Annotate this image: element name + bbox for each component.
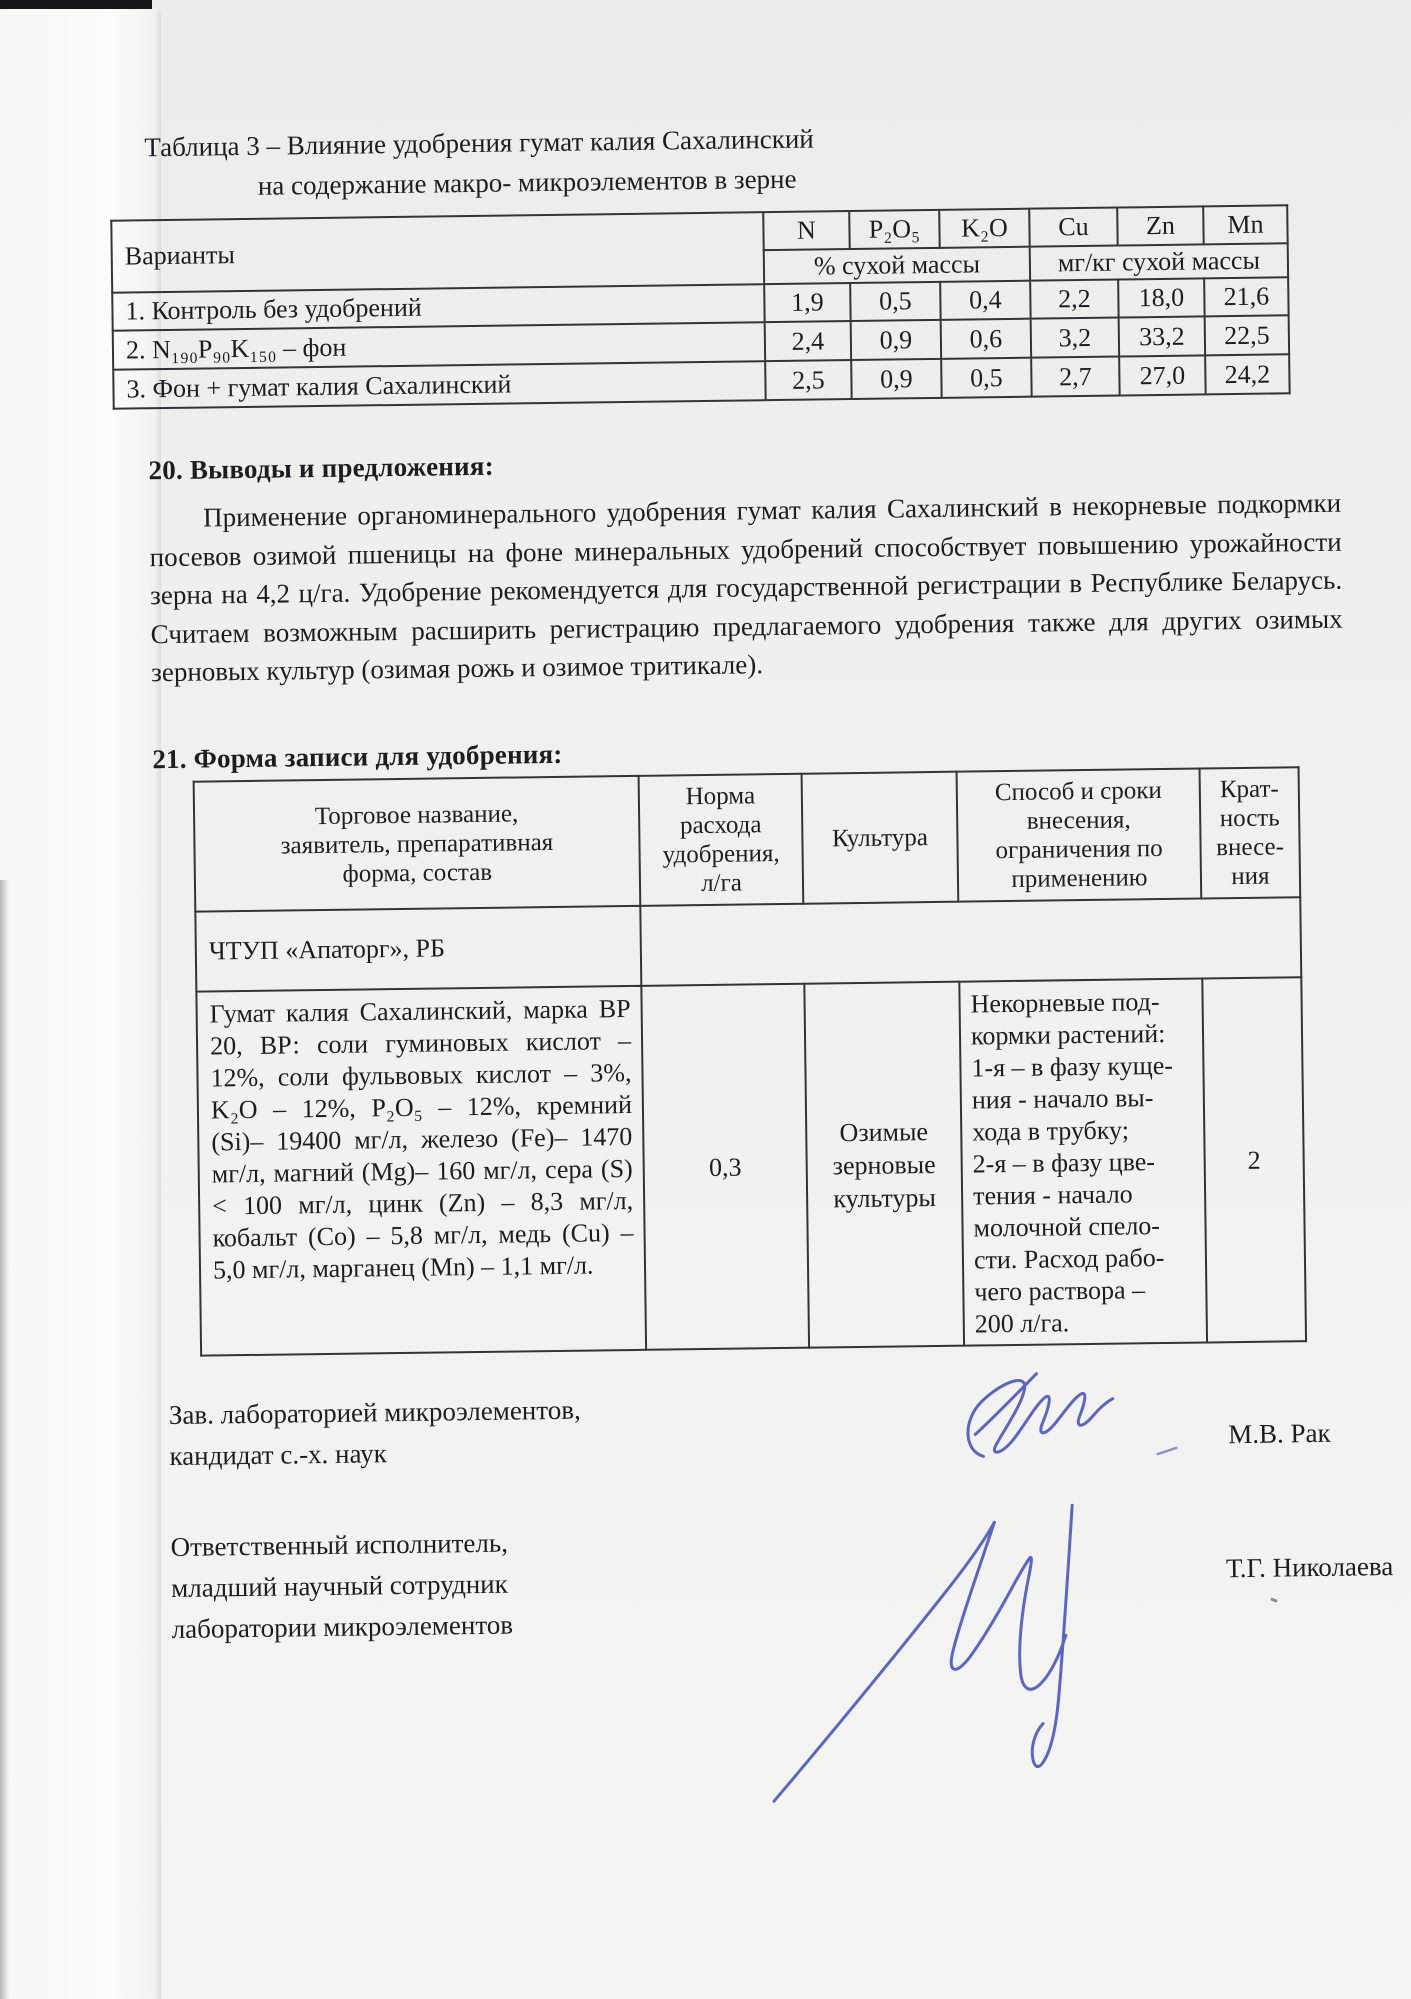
- value-cell: 2,2: [1030, 280, 1118, 319]
- header-cell-p2o5: P₂O₅: [849, 210, 939, 249]
- value-cell: 3,2: [1031, 318, 1120, 358]
- signature-stroke-group: [967, 1372, 1176, 1457]
- section20-paragraph: Применение органоминерального удобрения гумат калия Сахалинский в некорневые подкормки посевов озимой пшеницы на фоне минеральных удобрений способствует повышению урожайности зерна на 4,2 ц/га. Удобрение рекомендуется для государственной регистрации в Республике Беларусь. Считаем возможным расширить регистрацию предлагаемого удобрения также для других озимых зерновых культур (озимая рожь и озимое тритикале).: [149, 487, 1343, 688]
- signer-name: М.В. Рак: [1228, 1417, 1331, 1450]
- fertilizer-form-table: [193, 766, 1307, 1356]
- value-cell: 0,5: [850, 282, 940, 321]
- product-row: [196, 977, 1306, 1355]
- signer-role: Зав. лабораторией микроэлементов, кандидат с.-х. наук: [168, 1394, 581, 1472]
- unit-cell-mgkg: мг/кг сухой массы: [1030, 243, 1288, 280]
- variants-header-cell: Варианты: [111, 212, 764, 293]
- header-cell-method: Способ и сроки внесения, ограничения по применению: [957, 769, 1202, 902]
- header-cell-cu: Cu: [1029, 208, 1117, 247]
- value-cell: 0,5: [941, 358, 1032, 398]
- value-cell: 2,5: [765, 360, 852, 400]
- header-cell-n: N: [763, 211, 849, 250]
- row-label-cell: 3. Фон + гумат калия Сахалинский: [113, 361, 765, 409]
- value-cell: 2,4: [765, 321, 852, 361]
- section20-heading: 20. Выводы и предложения:: [148, 450, 494, 486]
- applicant-cell: ЧТУП «Апаторг», РБ: [195, 906, 641, 992]
- header-cell-culture: Культура: [802, 772, 959, 904]
- header-cell-trade-name: Торговое название, заявитель, препаративная форма, состав: [194, 776, 641, 912]
- header-cell-mn: Mn: [1203, 205, 1287, 244]
- value-cell: 0,9: [851, 320, 942, 360]
- value-cell: 2,7: [1031, 357, 1120, 397]
- frequency-cell: 2: [1202, 977, 1306, 1342]
- form-table-header-row: [194, 767, 1301, 911]
- signer-name: Т.Г. Николаева: [1225, 1551, 1394, 1584]
- composition-cell: Гумат калия Сахалинский, марка ВР 20, ВР: соли гуминовых кислот – 12%, соли фульвовых кислот – 3%, K₂O – 12%, P₂O₅ – 12%, кремний (Si)– 19400 мг/л, железо (Fe)– 1470 мг/л, магний (Mg)– 160 мг/л, сера (S) < 100 мг/л, цинк (Zn) – 8,3 мг/л, кобальт (Co) – 5,8 мг/л, медь (Cu) – 5,0 мг/л, марганец (Mn) – 1,1 мг/л.: [196, 986, 646, 1356]
- header-cell-zn: Zn: [1117, 206, 1203, 245]
- value-cell: 24,2: [1205, 354, 1290, 394]
- value-cell: 0,6: [941, 319, 1032, 359]
- table3-caption-line1: Таблица 3 – Влияние удобрения гумат калия Сахалинский: [144, 123, 814, 163]
- value-cell: 33,2: [1119, 316, 1206, 356]
- row-label-cell: 1. Контроль без удобрений: [112, 284, 764, 331]
- value-cell: 1,9: [764, 283, 850, 322]
- signature-nikolaeva-ink: [742, 1486, 1146, 1821]
- header-cell-k2o: K₂O: [939, 209, 1029, 248]
- signature-stroke-group: [770, 1505, 1076, 1801]
- row-label-cell: 2. N₁₉₀P₉₀K₁₅₀ – фон: [113, 322, 765, 370]
- section21-heading: 21. Форма записи для удобрения:: [152, 738, 563, 775]
- stray-ink-mark: [1270, 1597, 1278, 1603]
- table3: [110, 204, 1290, 409]
- value-cell: 22,5: [1205, 315, 1290, 355]
- applicant-empty-cell: [640, 897, 1301, 986]
- value-cell: 18,0: [1118, 278, 1204, 317]
- header-cell-rate: Норма расхода удобрения, л/га: [639, 774, 804, 906]
- table3-caption-line2: на содержание макро- микроэлементов в зерне: [257, 163, 797, 201]
- value-cell: 0,4: [940, 281, 1030, 320]
- signature-rak-ink: [960, 1356, 1202, 1484]
- culture-cell: Озимые зерновые культуры: [804, 982, 964, 1348]
- header-cell-frequency: Крат- ность внесе- ния: [1200, 767, 1301, 898]
- rate-cell: 0,3: [641, 984, 809, 1350]
- method-cell: Некорневые под- кормки растений: 1-я – в фазу куще- ния - начало вы- хода в трубку; 2-я – в фазу цве- тения - начало молочной спело- сти. Расход рабо- чего раствора – 200 л/га.: [959, 978, 1207, 1345]
- unit-cell-percent: % сухой массы: [764, 247, 1030, 284]
- value-cell: 21,6: [1204, 277, 1288, 316]
- signer-role: Ответственный исполнитель, младший научный сотрудник лаборатории микроэлементов: [170, 1527, 514, 1645]
- applicant-row: [195, 897, 1301, 991]
- value-cell: 0,9: [851, 359, 942, 399]
- value-cell: 27,0: [1119, 355, 1206, 395]
